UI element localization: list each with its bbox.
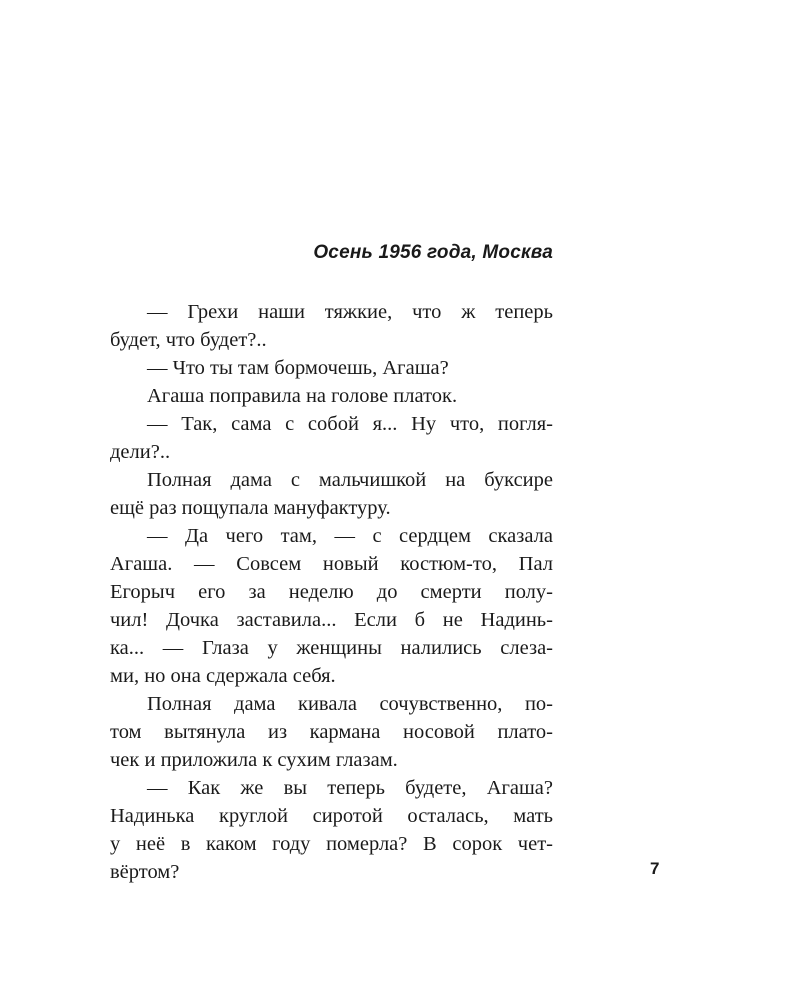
text-line: Надинька круглой сиротой осталась, мать: [110, 805, 553, 827]
chapter-heading: Осень 1956 года, Москва: [313, 242, 553, 263]
paragraph-7: [110, 690, 553, 774]
text-line: Агаша поправила на голове платок.: [147, 385, 458, 407]
paragraph-3: [110, 382, 553, 410]
text-line: — Как же вы теперь будете, Агаша?: [147, 777, 553, 799]
paragraph-6: [110, 522, 553, 690]
text-line: чек и приложила к сухим глазам.: [110, 749, 398, 771]
paragraph-4: [110, 410, 553, 466]
text-line: — Что ты там бормочешь, Агаша?: [147, 357, 449, 379]
text-line: — Да чего там, — с сердцем сказала: [147, 525, 553, 547]
page-number: 7: [650, 859, 660, 878]
text-line: чил! Дочка заставила... Если б не Надинь-: [110, 609, 553, 631]
paragraph-1: [110, 298, 553, 354]
text-line: — Грехи наши тяжкие, что ж теперь: [147, 301, 553, 323]
text-line: Полная дама кивала сочувственно, по-: [147, 693, 553, 715]
text-line: ми, но она сдержала себя.: [110, 665, 336, 687]
text-line: Полная дама с мальчишкой на буксире: [147, 469, 553, 491]
text-line: у неё в каком году померла? В сорок чет-: [110, 833, 553, 855]
paragraph-5: [110, 466, 553, 522]
text-line: том вытянула из кармана носовой плато-: [110, 721, 553, 743]
paragraph-2: [110, 354, 553, 382]
text-line: ка... — Глаза у женщины налились слеза-: [110, 637, 553, 659]
text-line: ещё раз пощупала мануфактуру.: [110, 497, 391, 519]
text-line: будет, что будет?..: [110, 329, 267, 351]
paragraph-8: [110, 774, 553, 886]
text-line: Агаша. — Совсем новый костюм-то, Пал: [110, 553, 553, 575]
text-line: вёртом?: [110, 861, 180, 883]
text-line: дели?..: [110, 441, 171, 463]
text-line: Егорыч его за неделю до смерти полу-: [110, 581, 553, 603]
text-line: — Так, сама с собой я... Ну что, погля-: [147, 413, 553, 435]
body-text: [110, 298, 553, 886]
